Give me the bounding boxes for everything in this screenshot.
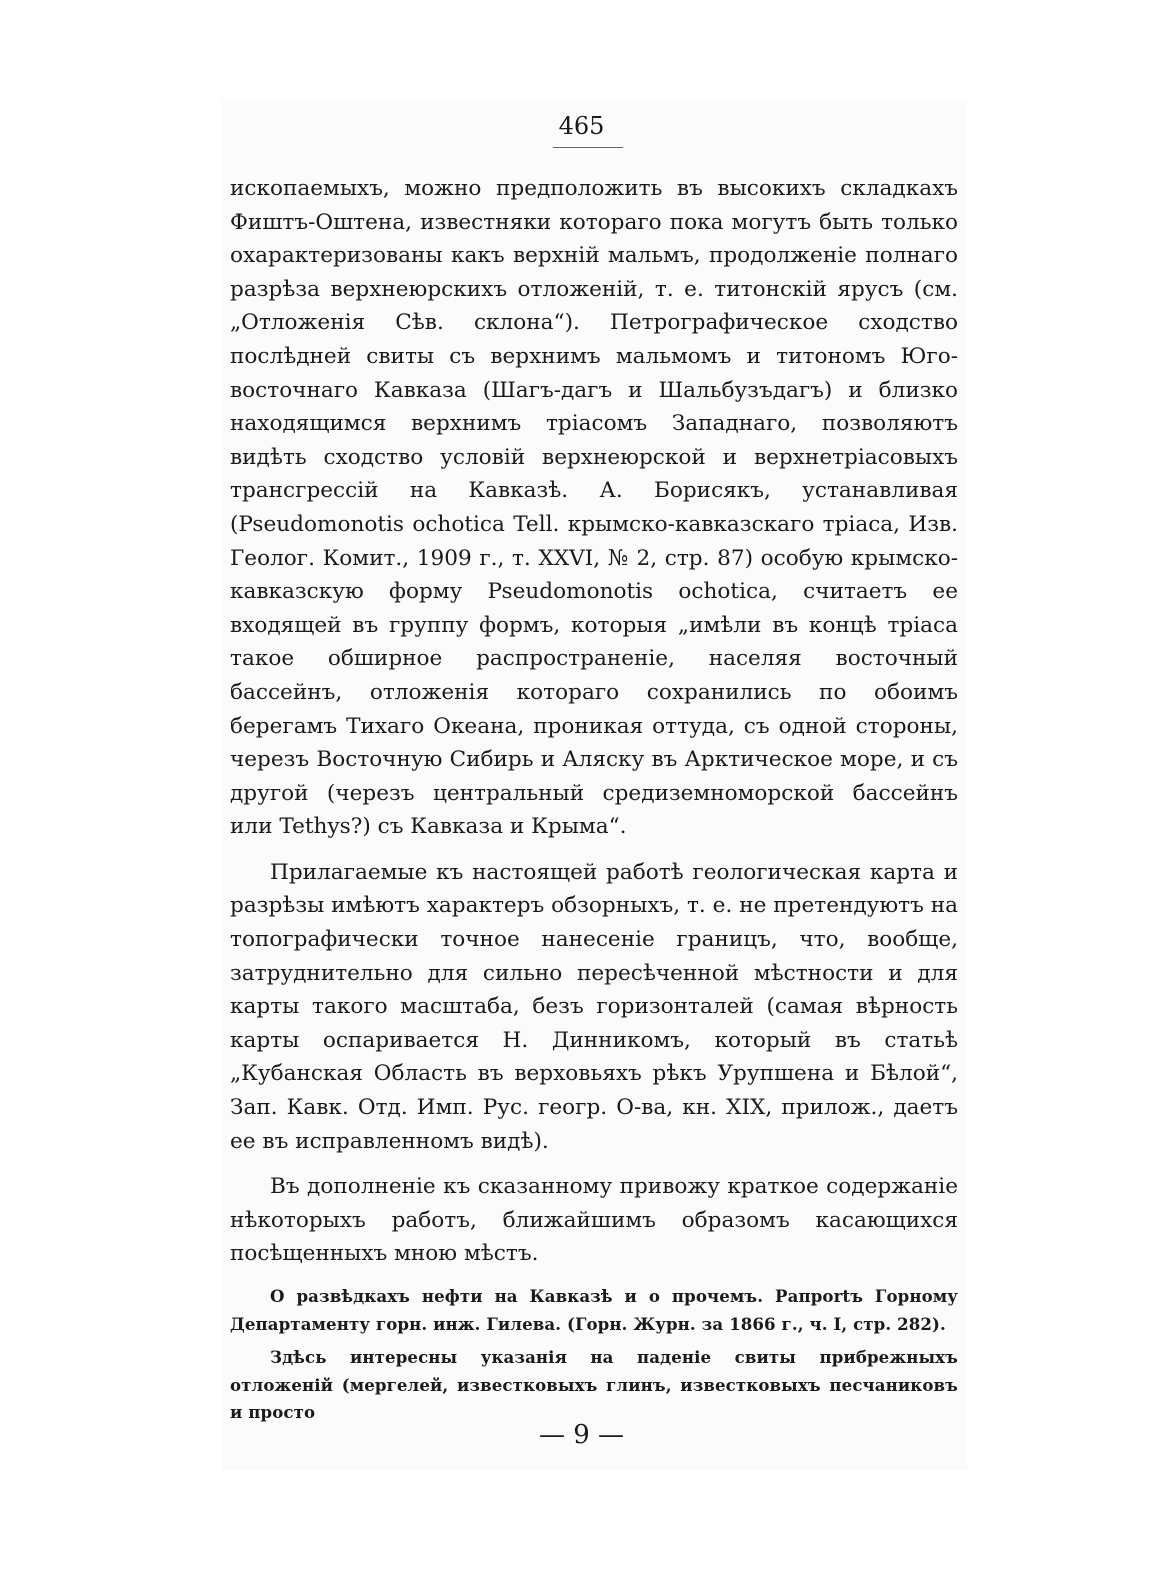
paragraph-addendum-intro: Въ дополненіе къ сказанному привожу краткое содержаніе нѣкоторыхъ работъ, ближайшимъ образомъ касающихся посѣщенныхъ мною мѣстъ. xyxy=(230,1174,958,1267)
page-number-footer: — 9 — xyxy=(538,1420,625,1450)
reference-notes xyxy=(230,1283,958,1427)
reference-note-title: О развѣдкахъ нефти на Кавказѣ и о прочемъ. Рапportъ Горному Департаменту горн. инж. Гилева. (Горн. Журн. за 1866 г., ч. I, стр. 282). xyxy=(230,1286,958,1334)
reference-note-body: Здѣсь интересны указанія на паденіе свиты прибрежныхъ отложеній (мергелей, известковыхъ глинъ, известковыхъ песчаниковъ и просто xyxy=(230,1347,958,1422)
paragraph-continuation: ископаемыхъ, можно предположить въ высокихъ складкахъ Фиштъ-Оштена, известняки котораго пока могутъ быть только охарактеризованы какъ верхній мальмъ, продолженіе полнаго разрѣза верхнеюрскихъ отложеній, т. е. титонскій ярусъ (см. „Отложенія Сѣв. склона“). Петрографическое сходство послѣдней свиты съ верхнимъ мальмомъ и титономъ Юго-восточнаго Кавказа (Шагъ-дагъ и Шальбузъдагъ) и близко находящимся верхнимъ тріасомъ Западнаго, позволяютъ видѣть сходство условій верхнеюрской и верхнетріасовыхъ трансгрессій на Кавказѣ. А. Борисякъ, устанавливая (Pseudomonotis ochotica Tell. крымско-кавказскаго тріаса, Изв. Геолог. Комит., 1909 г., т. XXVI, № 2, стр. 87) особую крымско-кавказскую форму Pseudomonotis ochotica, считаетъ ее входящей въ группу формъ, которыя „имѣли въ концѣ тріаса такое обширное распространеніе, населяя восточный бассейнъ, отложенія котораго сохранились по обоимъ берегамъ Тихаго Океана, проникая оттуда, съ одной стороны, черезъ Восточную Сибирь и Аляску въ Арктическое море, и съ другой (черезъ центральный средиземноморской бассейнъ или Tethys?) съ Кавказа и Крыма“. xyxy=(230,176,958,840)
main-text-block xyxy=(230,172,958,1427)
page-number-header: 465 xyxy=(558,112,605,140)
header-rule xyxy=(553,147,623,148)
paragraph-map-description: Прилагаемые къ настоящей работѣ геологическая карта и разрѣзы имѣютъ характеръ обзорныхъ, т. е. не претендуютъ на топографически точное нанесеніе границъ, что, вообще, затруднительно для сильно пересѣченной мѣстности и для карты такого масштаба, безъ горизонталей (самая вѣрность карты оспаривается Н. Динникомъ, который въ статьѣ „Кубанская Область въ верховьяхъ рѣкъ Урупшена и Бѣлой“, Зап. Кавк. Отд. Имп. Рус. геогр. О-ва, кн. XIX, прилож., даетъ ее въ исправленномъ видѣ). xyxy=(230,859,958,1154)
